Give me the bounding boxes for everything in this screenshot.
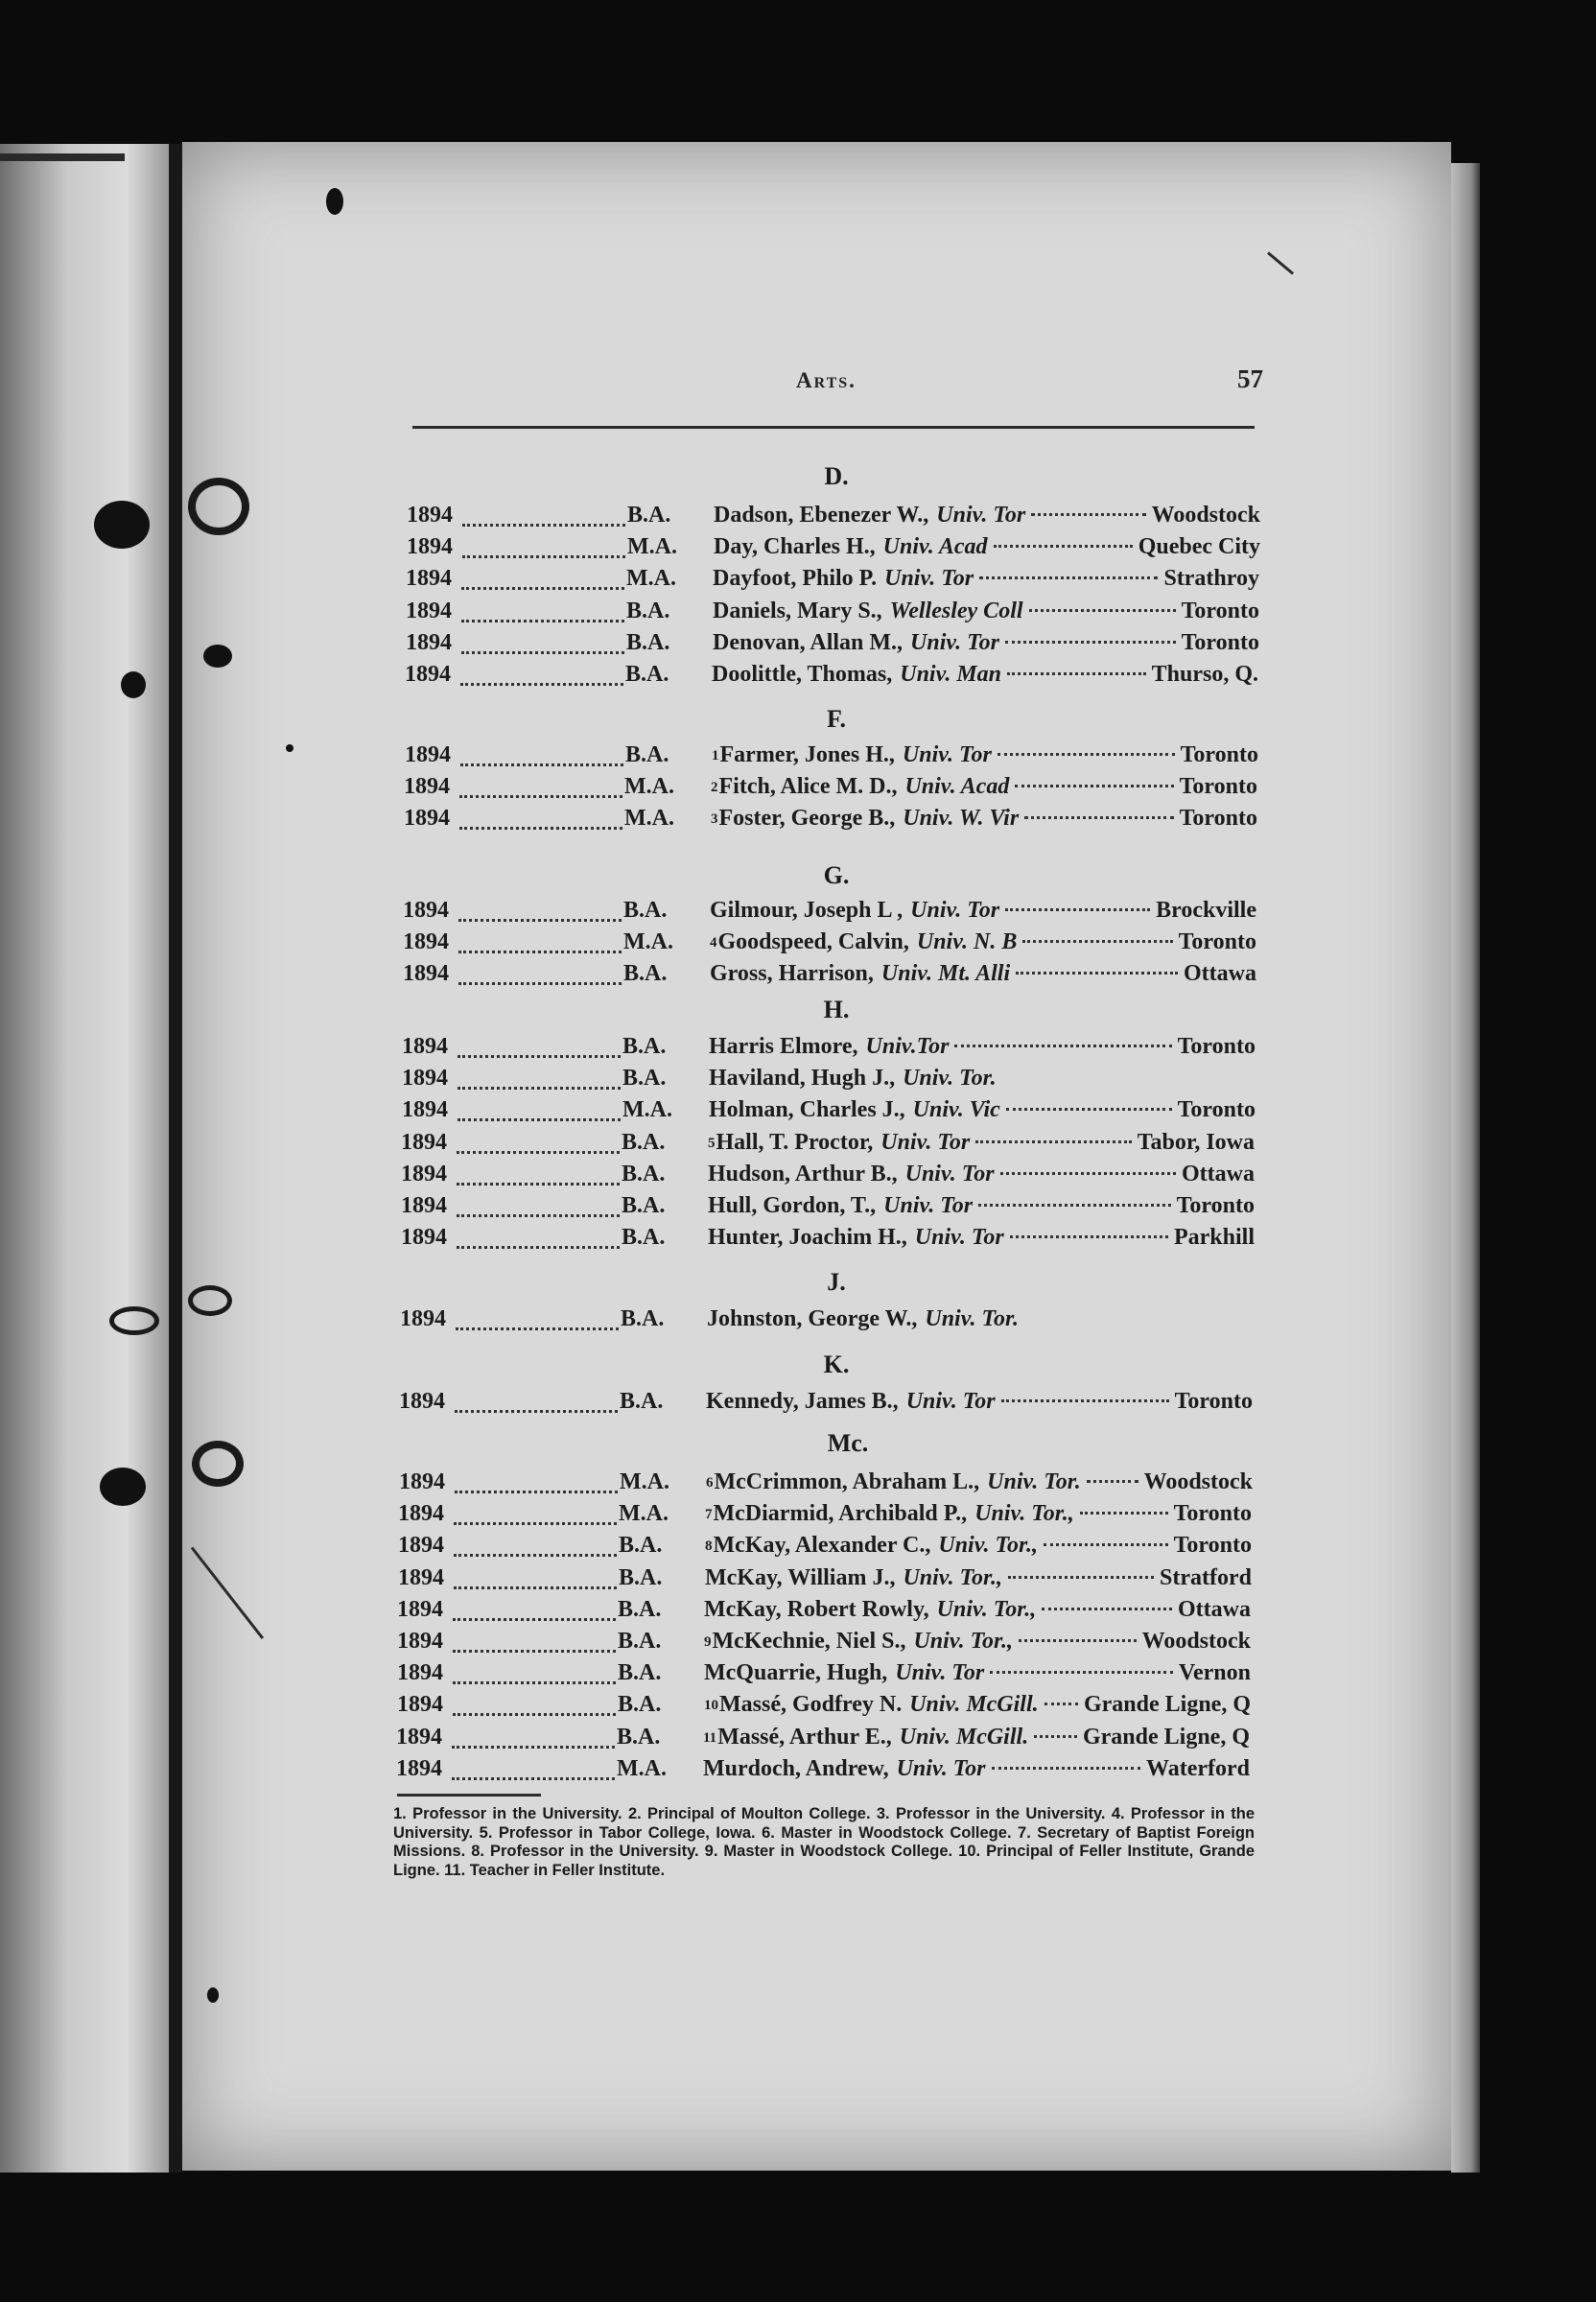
entry-institution: Univ. Tor bbox=[905, 1389, 996, 1414]
entry-details bbox=[708, 1162, 1255, 1187]
list-item bbox=[0, 774, 1596, 805]
entry-residence: Thurso, Q. bbox=[1151, 662, 1258, 687]
entry-name: McKay, Alexander C., bbox=[713, 1533, 931, 1559]
entry-year: 1894 bbox=[402, 1097, 448, 1123]
entry-institution: Univ. Tor bbox=[904, 1161, 995, 1186]
section-heading: H. bbox=[823, 996, 850, 1023]
entry-details bbox=[703, 1756, 1250, 1782]
entry-residence: Ottawa bbox=[1184, 961, 1256, 987]
entry-institution: Wellesley Coll bbox=[889, 598, 1023, 623]
list-item bbox=[0, 503, 1596, 533]
footnote-marker: 9 bbox=[704, 1634, 712, 1650]
leader-dots bbox=[990, 1671, 1173, 1674]
entry-details bbox=[704, 1629, 1251, 1655]
entry-residence: Toronto bbox=[1179, 774, 1257, 800]
entry-name: Massé, Arthur E., bbox=[717, 1724, 892, 1750]
entry-details bbox=[713, 566, 1259, 592]
entry-year: 1894 bbox=[405, 662, 451, 687]
entry-details bbox=[714, 534, 1260, 560]
entry-name: Haviland, Hugh J., bbox=[709, 1066, 896, 1092]
leader-dots bbox=[454, 1575, 617, 1589]
entry-details bbox=[709, 1097, 1256, 1123]
list-item bbox=[0, 1725, 1596, 1755]
entry-residence: Brockville bbox=[1156, 898, 1256, 923]
entry-institution: Univ. McGill. bbox=[899, 1724, 1029, 1750]
entry-details bbox=[711, 774, 1257, 800]
leader-dots bbox=[458, 939, 622, 953]
entry-details bbox=[704, 1597, 1251, 1623]
entry-institution: Univ. Tor., bbox=[936, 1596, 1037, 1622]
entry-degree: M.A. bbox=[620, 1469, 669, 1494]
leader-dots bbox=[453, 1702, 616, 1716]
list-item bbox=[0, 1389, 1596, 1420]
list-item bbox=[0, 1660, 1596, 1691]
footnotes: 1. Professor in the University. 2. Principal of Moulton College. 3. Professor in the University. 4. Professor in the University. 5. Professor in Tabor College, Iowa. 6. Master in Woodstock College. 7. Secretary of Baptist Foreign Missions. 8. Professor in the University. 9. Master in Woodstock College. 10. Principal of Feller Institute, Grande Ligne. 11. Teacher in Feller Institute. bbox=[393, 1805, 1255, 1879]
list-item bbox=[0, 806, 1596, 836]
leader-dots bbox=[460, 752, 623, 766]
entry-year: 1894 bbox=[404, 806, 450, 832]
entry-institution: Univ. Tor. bbox=[987, 1469, 1081, 1494]
leader-dots bbox=[455, 1398, 618, 1413]
entry-institution: Univ. Tor bbox=[895, 1660, 985, 1686]
leader-dots bbox=[1000, 1172, 1176, 1175]
entry-details bbox=[709, 1034, 1256, 1060]
entry-details bbox=[705, 1533, 1252, 1559]
entry-year: 1894 bbox=[401, 1129, 447, 1155]
entry-name: Gilmour, Joseph L , bbox=[710, 898, 904, 923]
entry-degree: M.A. bbox=[617, 1755, 667, 1781]
leader-dots bbox=[458, 1075, 621, 1090]
entry-year: 1894 bbox=[397, 1660, 443, 1686]
entry-residence: Toronto bbox=[1179, 806, 1257, 832]
entry-institution: Univ. Tor bbox=[884, 566, 974, 592]
list-item bbox=[0, 534, 1596, 565]
entry-institution: Univ. W. Vir bbox=[903, 806, 1020, 832]
entry-name: McQuarrie, Hugh, bbox=[704, 1660, 888, 1686]
footnote-marker: 11 bbox=[703, 1729, 717, 1746]
leader-dots bbox=[1005, 641, 1176, 644]
leader-dots bbox=[1087, 1480, 1138, 1483]
entry-details bbox=[704, 1660, 1251, 1686]
entry-institution: Univ. Tor., bbox=[938, 1533, 1038, 1559]
entry-institution: Univ. McGill. bbox=[909, 1692, 1039, 1718]
entry-residence: Grande Ligne, Q bbox=[1083, 1692, 1251, 1718]
entry-name: Day, Charles H., bbox=[714, 534, 876, 560]
entry-name: McDiarmid, Archibald P., bbox=[713, 1501, 968, 1527]
entry-residence: Toronto bbox=[1173, 1501, 1252, 1527]
entry-institution: Univ. Acad bbox=[882, 534, 988, 560]
entry-institution: Univ. Tor bbox=[902, 742, 992, 767]
entry-year: 1894 bbox=[396, 1724, 442, 1750]
leader-dots bbox=[454, 1511, 617, 1525]
leader-dots bbox=[979, 576, 1158, 579]
footnote-marker: 5 bbox=[708, 1135, 716, 1151]
entry-details bbox=[709, 1066, 1256, 1092]
list-item bbox=[0, 1097, 1596, 1128]
entry-institution: Univ. Tor bbox=[914, 1225, 1004, 1251]
entry-details bbox=[706, 1389, 1253, 1415]
entry-degree: B.A. bbox=[627, 503, 671, 528]
entry-name: Hull, Gordon, T., bbox=[708, 1193, 877, 1218]
entry-name: Massé, Godfrey N. bbox=[719, 1692, 903, 1718]
entry-institution: Univ. Acad bbox=[904, 774, 1010, 800]
leader-dots bbox=[458, 1107, 621, 1121]
entry-year: 1894 bbox=[402, 1066, 448, 1092]
entry-institution: Univ. Tor. bbox=[903, 1066, 997, 1092]
entry-name: McKechnie, Niel S., bbox=[712, 1629, 906, 1654]
entry-degree: B.A. bbox=[622, 1193, 666, 1218]
leader-dots bbox=[1006, 1108, 1172, 1111]
list-item bbox=[0, 1162, 1596, 1192]
leader-dots bbox=[1031, 513, 1145, 516]
entry-residence: Quebec City bbox=[1138, 534, 1260, 560]
entry-year: 1894 bbox=[397, 1629, 443, 1654]
entry-degree: B.A. bbox=[619, 1533, 663, 1559]
entry-year: 1894 bbox=[397, 1596, 443, 1622]
entry-name: Dayfoot, Philo P. bbox=[713, 566, 878, 592]
leader-dots bbox=[452, 1766, 615, 1780]
entry-degree: B.A. bbox=[625, 742, 669, 767]
entry-year: 1894 bbox=[406, 598, 452, 623]
footnote-marker: 10 bbox=[704, 1698, 718, 1714]
entry-details bbox=[710, 898, 1256, 924]
entry-name: Denovan, Allan M., bbox=[713, 629, 904, 655]
leader-dots bbox=[1005, 908, 1150, 911]
section-heading: K. bbox=[823, 1351, 850, 1378]
entry-residence: Toronto bbox=[1173, 1533, 1252, 1559]
leader-dots bbox=[998, 753, 1175, 756]
entry-institution: Univ. Tor bbox=[910, 898, 1000, 923]
entry-degree: M.A. bbox=[624, 774, 674, 800]
leader-dots bbox=[459, 784, 622, 798]
entry-details bbox=[712, 742, 1258, 768]
footnote-marker: 6 bbox=[706, 1475, 714, 1491]
list-item bbox=[0, 1756, 1596, 1787]
entry-residence: Waterford bbox=[1146, 1755, 1250, 1781]
entry-details bbox=[710, 929, 1256, 955]
list-item bbox=[0, 599, 1596, 629]
leader-dots bbox=[1010, 1235, 1168, 1238]
leader-dots bbox=[457, 1139, 620, 1154]
entry-residence: Grande Ligne, Q bbox=[1082, 1724, 1250, 1750]
entry-degree: B.A. bbox=[622, 1129, 666, 1155]
entry-details bbox=[714, 503, 1260, 529]
entry-name: Hudson, Arthur B., bbox=[708, 1161, 898, 1186]
entry-year: 1894 bbox=[407, 503, 453, 528]
entry-degree: B.A. bbox=[618, 1629, 662, 1654]
footnote-marker: 2 bbox=[711, 780, 718, 796]
entry-year: 1894 bbox=[406, 629, 452, 655]
entry-name: Hall, T. Proctor, bbox=[716, 1129, 874, 1155]
entry-year: 1894 bbox=[397, 1692, 443, 1718]
leader-dots bbox=[954, 1045, 1171, 1047]
leader-dots bbox=[457, 1171, 620, 1186]
entry-institution: Univ. Vic bbox=[912, 1097, 1000, 1123]
running-title: Arts. bbox=[796, 368, 857, 392]
list-item bbox=[0, 1034, 1596, 1065]
leader-dots bbox=[992, 1767, 1141, 1770]
list-item bbox=[0, 566, 1596, 597]
entry-degree: B.A. bbox=[618, 1660, 662, 1686]
section-heading: F. bbox=[827, 705, 846, 733]
leader-dots bbox=[1044, 1703, 1078, 1705]
leader-dots bbox=[458, 1044, 621, 1058]
entry-residence: Woodstock bbox=[1143, 1469, 1253, 1494]
entry-institution: Univ.Tor bbox=[865, 1034, 950, 1059]
entry-degree: B.A. bbox=[618, 1692, 662, 1718]
entry-degree: B.A. bbox=[617, 1724, 661, 1750]
leader-dots bbox=[1024, 816, 1173, 819]
list-item bbox=[0, 1629, 1596, 1659]
entry-residence: Toronto bbox=[1178, 929, 1256, 955]
entry-name: Hunter, Joachim H., bbox=[708, 1225, 907, 1251]
leader-dots bbox=[1080, 1512, 1168, 1515]
section-heading: D. bbox=[824, 462, 849, 490]
list-item bbox=[0, 1130, 1596, 1161]
entry-degree: B.A. bbox=[625, 662, 669, 687]
list-item bbox=[0, 929, 1596, 960]
leader-dots bbox=[456, 1316, 619, 1330]
list-item bbox=[0, 1225, 1596, 1256]
entry-name: Johnston, George W., bbox=[707, 1306, 918, 1331]
entry-year: 1894 bbox=[403, 898, 449, 923]
page-number: 57 bbox=[1237, 364, 1263, 393]
entry-details bbox=[712, 662, 1258, 688]
entry-residence: Stratford bbox=[1160, 1564, 1252, 1590]
entry-residence: Ottawa bbox=[1182, 1161, 1255, 1186]
entry-residence: Toronto bbox=[1174, 1389, 1253, 1414]
entry-degree: B.A. bbox=[622, 1225, 666, 1251]
entry-name: Murdoch, Andrew, bbox=[703, 1755, 889, 1781]
leader-dots bbox=[453, 1638, 616, 1653]
leader-dots bbox=[1007, 672, 1146, 675]
leader-dots bbox=[1016, 972, 1178, 975]
entry-name: McKay, Robert Rowly, bbox=[704, 1596, 929, 1622]
leader-dots bbox=[1034, 1735, 1077, 1738]
entry-institution: Univ. N. B bbox=[916, 929, 1018, 955]
entry-residence: Toronto bbox=[1176, 1193, 1255, 1218]
entry-year: 1894 bbox=[403, 929, 449, 955]
entry-institution: Univ. Tor bbox=[936, 503, 1026, 528]
entry-degree: B.A. bbox=[622, 1034, 667, 1059]
entry-degree: B.A. bbox=[623, 961, 668, 987]
list-item bbox=[0, 1066, 1596, 1096]
entry-year: 1894 bbox=[401, 1225, 447, 1251]
leader-dots bbox=[1022, 940, 1172, 943]
entry-degree: B.A. bbox=[620, 1389, 664, 1414]
leader-dots bbox=[453, 1670, 616, 1684]
leader-dots bbox=[462, 544, 625, 558]
leader-dots bbox=[461, 640, 624, 654]
entry-year: 1894 bbox=[405, 742, 451, 767]
leader-dots bbox=[1008, 1576, 1154, 1579]
entry-name: McCrimmon, Abraham L., bbox=[714, 1469, 980, 1494]
leader-dots bbox=[461, 608, 624, 622]
entry-degree: M.A. bbox=[619, 1501, 669, 1527]
entry-institution: Univ. Tor., bbox=[913, 1629, 1014, 1654]
entry-degree: B.A. bbox=[618, 1596, 662, 1622]
list-item bbox=[0, 898, 1596, 928]
entry-year: 1894 bbox=[399, 1469, 445, 1494]
leader-dots bbox=[453, 1607, 616, 1621]
entry-name: Fitch, Alice M. D., bbox=[718, 774, 898, 800]
leader-dots bbox=[1019, 1639, 1137, 1642]
entry-institution: Univ. Tor bbox=[883, 1193, 974, 1218]
list-item bbox=[0, 961, 1596, 992]
entry-institution: Univ. Tor., bbox=[974, 1501, 1074, 1527]
entry-residence: Strathroy bbox=[1163, 566, 1259, 592]
footnote-marker: 4 bbox=[710, 935, 717, 951]
entry-degree: M.A. bbox=[626, 566, 676, 592]
list-item bbox=[0, 1533, 1596, 1563]
leader-dots bbox=[1001, 1399, 1169, 1402]
entry-residence: Toronto bbox=[1177, 1034, 1256, 1059]
entry-year: 1894 bbox=[398, 1533, 444, 1559]
section-heading: J. bbox=[827, 1268, 846, 1296]
entry-details bbox=[704, 1692, 1251, 1718]
entry-name: Goodspeed, Calvin, bbox=[717, 929, 909, 955]
list-item bbox=[0, 630, 1596, 661]
leader-dots bbox=[978, 1204, 1171, 1207]
list-item bbox=[0, 1597, 1596, 1628]
entry-name: Kennedy, James B., bbox=[706, 1389, 899, 1414]
leader-dots bbox=[452, 1734, 615, 1749]
entry-institution: Univ. Tor bbox=[910, 629, 999, 655]
entry-name: McKay, William J., bbox=[705, 1564, 896, 1590]
leader-dots bbox=[455, 1479, 618, 1493]
entry-residence: Toronto bbox=[1177, 1097, 1256, 1123]
entry-details bbox=[708, 1225, 1255, 1251]
entry-name: Gross, Harrison, bbox=[710, 961, 874, 987]
entry-year: 1894 bbox=[401, 1193, 447, 1218]
entry-year: 1894 bbox=[400, 1306, 446, 1331]
entry-year: 1894 bbox=[407, 534, 453, 560]
entry-residence: Tabor, Iowa bbox=[1137, 1129, 1255, 1155]
entry-details bbox=[713, 630, 1259, 656]
entry-residence: Toronto bbox=[1180, 742, 1258, 767]
entry-year: 1894 bbox=[398, 1501, 444, 1527]
entry-year: 1894 bbox=[402, 1034, 448, 1059]
entry-residence: Woodstock bbox=[1151, 503, 1260, 528]
list-item bbox=[0, 1501, 1596, 1532]
entry-name: Dadson, Ebenezer W., bbox=[714, 503, 929, 528]
entry-details bbox=[708, 1193, 1255, 1219]
entry-name: Daniels, Mary S., bbox=[713, 598, 882, 623]
footnote-marker: 3 bbox=[711, 811, 718, 828]
list-item bbox=[0, 1193, 1596, 1224]
entry-institution: Univ. Tor bbox=[880, 1129, 971, 1155]
leader-dots bbox=[1015, 785, 1173, 787]
leader-dots bbox=[1029, 609, 1176, 612]
entry-details bbox=[705, 1565, 1252, 1591]
entry-year: 1894 bbox=[401, 1161, 447, 1186]
leader-dots bbox=[975, 1140, 1132, 1143]
entry-degree: B.A. bbox=[619, 1564, 663, 1590]
entry-degree: M.A. bbox=[623, 929, 673, 955]
leader-dots bbox=[457, 1234, 620, 1249]
entry-name: Doolittle, Thomas, bbox=[712, 662, 893, 687]
leader-dots bbox=[458, 907, 622, 922]
entry-degree: B.A. bbox=[621, 1306, 665, 1331]
entry-year: 1894 bbox=[398, 1564, 444, 1590]
entry-residence: Parkhill bbox=[1173, 1225, 1255, 1251]
leader-dots bbox=[459, 815, 622, 830]
leader-dots bbox=[458, 971, 622, 985]
footnote-marker: 7 bbox=[705, 1507, 713, 1523]
entry-residence: Woodstock bbox=[1141, 1629, 1251, 1654]
leader-dots bbox=[462, 512, 625, 527]
entry-name: Foster, George B., bbox=[718, 806, 896, 832]
list-item bbox=[0, 1692, 1596, 1723]
list-item bbox=[0, 1565, 1596, 1596]
section-heading: Mc. bbox=[827, 1429, 869, 1457]
entry-degree: B.A. bbox=[626, 629, 670, 655]
entry-year: 1894 bbox=[404, 774, 450, 800]
entry-residence: Ottawa bbox=[1178, 1596, 1251, 1622]
leader-dots bbox=[457, 1203, 620, 1217]
entry-residence: Vernon bbox=[1178, 1660, 1251, 1686]
footnote-marker: 8 bbox=[705, 1539, 713, 1555]
entry-degree: B.A. bbox=[622, 1161, 666, 1186]
entry-institution: Univ. Mt. Alli bbox=[880, 961, 1011, 987]
entry-institution: Univ. Tor., bbox=[903, 1564, 1003, 1590]
entry-degree: M.A. bbox=[627, 534, 677, 560]
leader-dots bbox=[1042, 1608, 1172, 1610]
entry-details bbox=[711, 806, 1257, 832]
leader-dots bbox=[454, 1542, 617, 1557]
list-item bbox=[0, 742, 1596, 773]
entry-residence: Toronto bbox=[1181, 629, 1259, 655]
footnote-rule bbox=[397, 1794, 541, 1797]
entry-name: Holman, Charles J., bbox=[709, 1097, 905, 1123]
entry-year: 1894 bbox=[399, 1389, 445, 1414]
entry-details bbox=[705, 1501, 1252, 1527]
leader-dots bbox=[994, 545, 1133, 548]
footnote-marker: 1 bbox=[712, 748, 719, 763]
entry-institution: Univ. Tor bbox=[896, 1755, 986, 1781]
entry-residence: Toronto bbox=[1181, 598, 1259, 623]
entry-degree: B.A. bbox=[622, 1066, 667, 1092]
entry-details bbox=[713, 599, 1259, 624]
entry-degree: M.A. bbox=[622, 1097, 672, 1123]
entry-degree: M.A. bbox=[624, 806, 674, 832]
entry-degree: B.A. bbox=[623, 898, 668, 923]
entry-details bbox=[710, 961, 1256, 987]
list-item bbox=[0, 1306, 1596, 1337]
leader-dots bbox=[461, 576, 624, 590]
leader-dots bbox=[1044, 1543, 1168, 1546]
entry-details bbox=[706, 1469, 1253, 1495]
entry-year: 1894 bbox=[406, 566, 452, 592]
entry-year: 1894 bbox=[396, 1755, 442, 1781]
entry-institution: Univ. Tor. bbox=[925, 1306, 1019, 1331]
list-item bbox=[0, 1469, 1596, 1500]
section-heading: G. bbox=[823, 861, 850, 889]
entry-details bbox=[707, 1306, 1254, 1332]
entry-details bbox=[708, 1130, 1255, 1156]
entry-name: Farmer, Jones H., bbox=[719, 742, 895, 767]
entry-details bbox=[703, 1725, 1250, 1750]
entry-year: 1894 bbox=[403, 961, 449, 987]
entry-name: Harris Elmore, bbox=[709, 1034, 858, 1059]
entry-institution: Univ. Man bbox=[900, 662, 1002, 687]
leader-dots bbox=[460, 671, 623, 686]
list-item bbox=[0, 662, 1596, 693]
entry-degree: B.A. bbox=[626, 598, 670, 623]
